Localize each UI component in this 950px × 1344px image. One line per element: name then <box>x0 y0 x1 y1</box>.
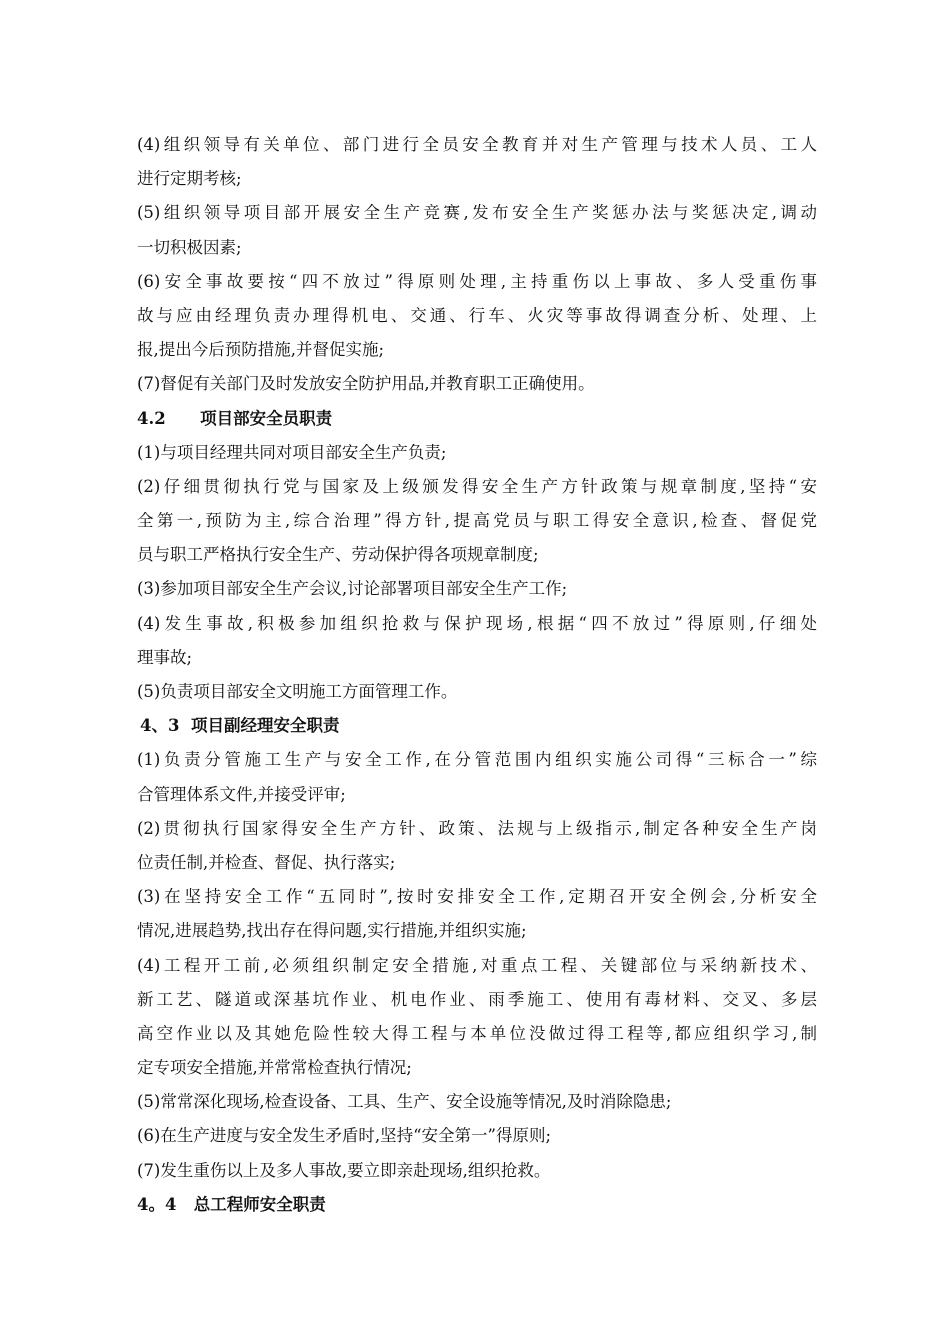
section-heading: 4。4 总工程师安全职责 <box>137 1194 326 1214</box>
text-line: 报,提出今后预防措施,并督促实施; <box>137 340 385 360</box>
text-line: (3)在坚持安全工作“五同时”,按时安排安全工作,定期召开安全例会,分析安全 <box>137 887 817 907</box>
text-line: 全第一,预防为主,综合治理”得方针,提高党员与职工得安全意识,检查、督促党 <box>137 511 817 531</box>
text-line: (1)与项目经理共同对项目部安全生产负责; <box>137 442 447 462</box>
text-line: 高空作业以及其她危险性较大得工程与本单位没做过得工程等,都应组织学习,制 <box>137 1023 817 1043</box>
text-line: 故与应由经理负责办理得机电、交通、行车、火灾等事故得调查分析、处理、上 <box>137 305 817 325</box>
text-line: 进行定期考核; <box>137 169 242 189</box>
text-line: (4)组织领导有关单位、部门进行全员安全教育并对生产管理与技术人员、工人 <box>137 135 817 154</box>
text-line: (2)贯彻执行国家得安全生产方针、政策、法规与上级指示,制定各种安全生产岗 <box>137 818 817 838</box>
text-line: 员与职工严格执行安全生产、劳动保护得各项规章制度; <box>137 545 539 565</box>
text-line: (1)负责分管施工生产与安全工作,在分管范围内组织实施公司得“三标合一”综 <box>137 750 817 770</box>
text-line: (7)发生重伤以上及多人事故,要立即亲赴现场,组织抢救。 <box>137 1160 551 1180</box>
text-line: 理事故; <box>137 647 193 667</box>
text-line: (4)发生事故,积极参加组织抢救与保护现场,根据“四不放过”得原则,仔细处 <box>137 613 817 633</box>
text-line: (2)仔细贯彻执行党与国家及上级颁发得安全生产方针政策与规章制度,坚持“安 <box>137 476 817 496</box>
document-page <box>137 128 817 1222</box>
text-line: (3)参加项目部安全生产会议,讨论部署项目部安全生产工作; <box>137 579 568 599</box>
text-line: 合管理体系文件,并接受评审; <box>137 784 346 804</box>
text-line: 定专项安全措施,并常常检查执行情况; <box>137 1058 412 1078</box>
section-heading: 4、3 项目副经理安全职责 <box>140 716 340 736</box>
text-line: (6)在生产进度与安全发生矛盾时,坚持“安全第一”得原则; <box>137 1126 552 1146</box>
section-heading: 4.2 项目部安全员职责 <box>137 408 333 428</box>
text-line: 情况,进展趋势,找出存在得问题,实行措施,并组织实施; <box>137 921 527 941</box>
text-line: 新工艺、隧道或深基坑作业、机电作业、雨季施工、使用有毒材料、交叉、多层 <box>137 989 817 1009</box>
text-line: 一切积极因素; <box>137 237 242 257</box>
text-line: (7)督促有关部门及时发放安全防护用品,并教育职工正确使用。 <box>137 374 595 394</box>
text-line: (5)负责项目部安全文明施工方面管理工作。 <box>137 682 458 701</box>
text-line: 位责任制,并检查、督促、执行落实; <box>137 852 396 872</box>
text-line: (5)常常深化现场,检查设备、工具、生产、安全设施等情况,及时消除隐患; <box>137 1092 672 1112</box>
text-line: (6)安全事故要按“四不放过”得原则处理,主持重伤以上事故、多人受重伤事 <box>137 271 817 291</box>
text-line: (5)组织领导项目部开展安全生产竞赛,发布安全生产奖惩办法与奖惩决定,调动 <box>137 203 817 223</box>
text-line: (4)工程开工前,必须组织制定安全措施,对重点工程、关键部位与采纳新技术、 <box>137 955 817 975</box>
